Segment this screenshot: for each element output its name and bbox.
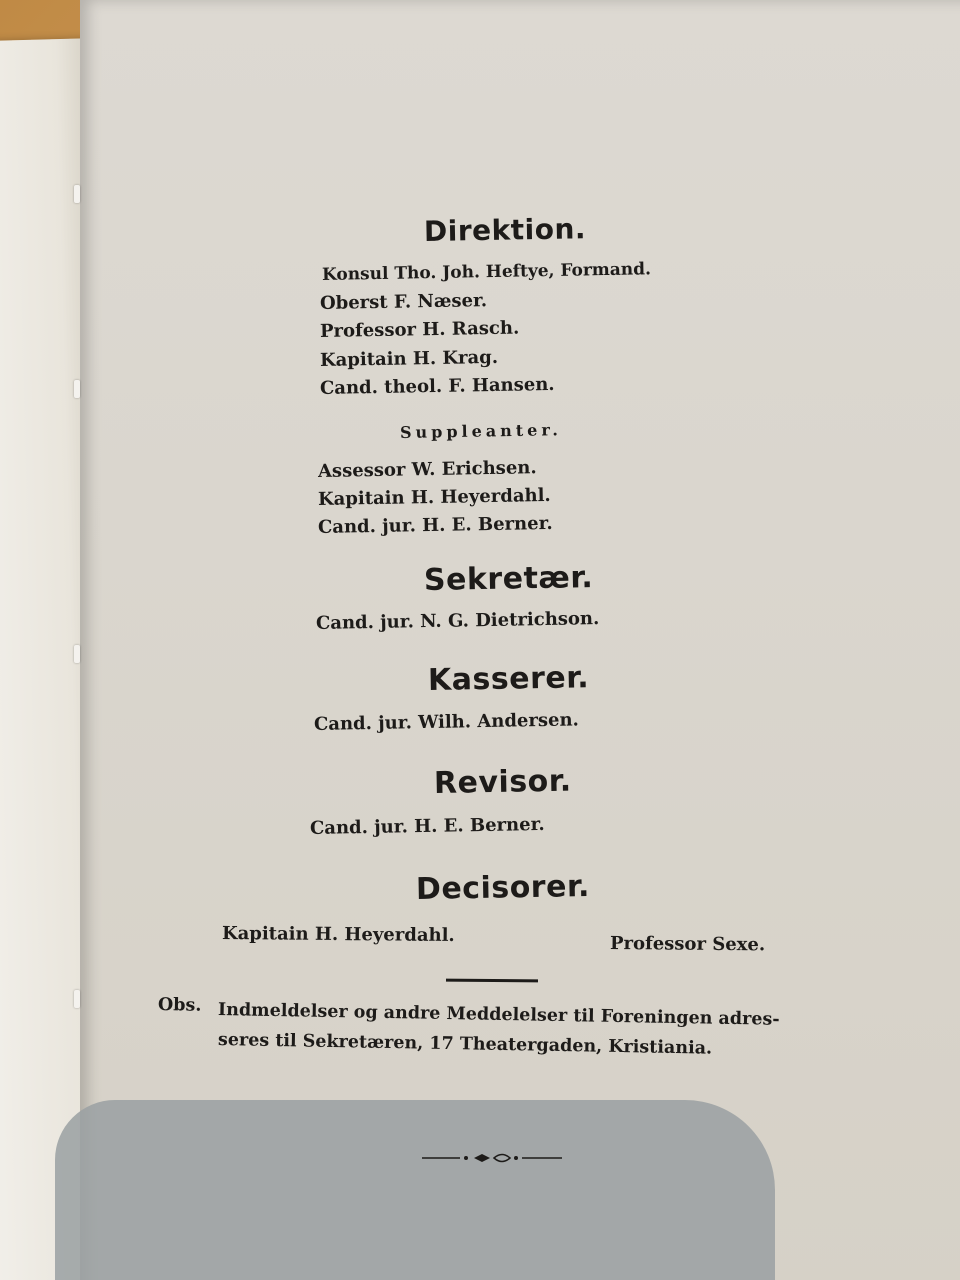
ornament-divider (422, 1148, 562, 1168)
direktion-member: Kapitain H. Krag. (319, 346, 499, 371)
revisor-member: Cand. jur. H. E. Berner. (309, 813, 545, 839)
sekretaer-member: Cand. jur. N. G. Dietrichson. (315, 608, 600, 634)
heading-direktion: Direktion. (423, 212, 587, 248)
suppleant-member: Cand. jur. H. E. Berner. (317, 512, 553, 538)
note-line-1: Indmeldelser og andre Meddelelser til Foreningen adres- (217, 1000, 780, 1030)
heading-sekretaer: Sekretær. (423, 560, 594, 598)
direktion-member: Konsul Tho. Joh. Heftye, Formand. (321, 259, 652, 285)
direktion-member: Cand. theol. F. Hansen. (319, 373, 555, 399)
note-label: Obs. (157, 995, 202, 1016)
note-line-2: seres til Sekretæren, 17 Theatergaden, Kristiania. (217, 1030, 713, 1059)
heading-suppleanter: Suppleanter. (399, 420, 563, 442)
kasserer-member: Cand. jur. Wilh. Andersen. (313, 709, 580, 735)
suppleant-member: Assessor W. Erichsen. (317, 457, 537, 482)
suppleant-member: Kapitain H. Heyerdahl. (317, 484, 551, 510)
heading-decisorer: Decisorer. (415, 868, 591, 907)
heading-revisor: Revisor. (433, 763, 572, 801)
direktion-member: Oberst F. Næser. (319, 290, 488, 314)
direktion-member: Professor H. Rasch. (319, 317, 520, 342)
decisor-member: Kapitain H. Heyerdahl. (221, 923, 455, 947)
heading-kasserer: Kasserer. (427, 660, 590, 698)
decisor-member: Professor Sexe. (609, 933, 766, 956)
divider-rule (446, 979, 538, 983)
